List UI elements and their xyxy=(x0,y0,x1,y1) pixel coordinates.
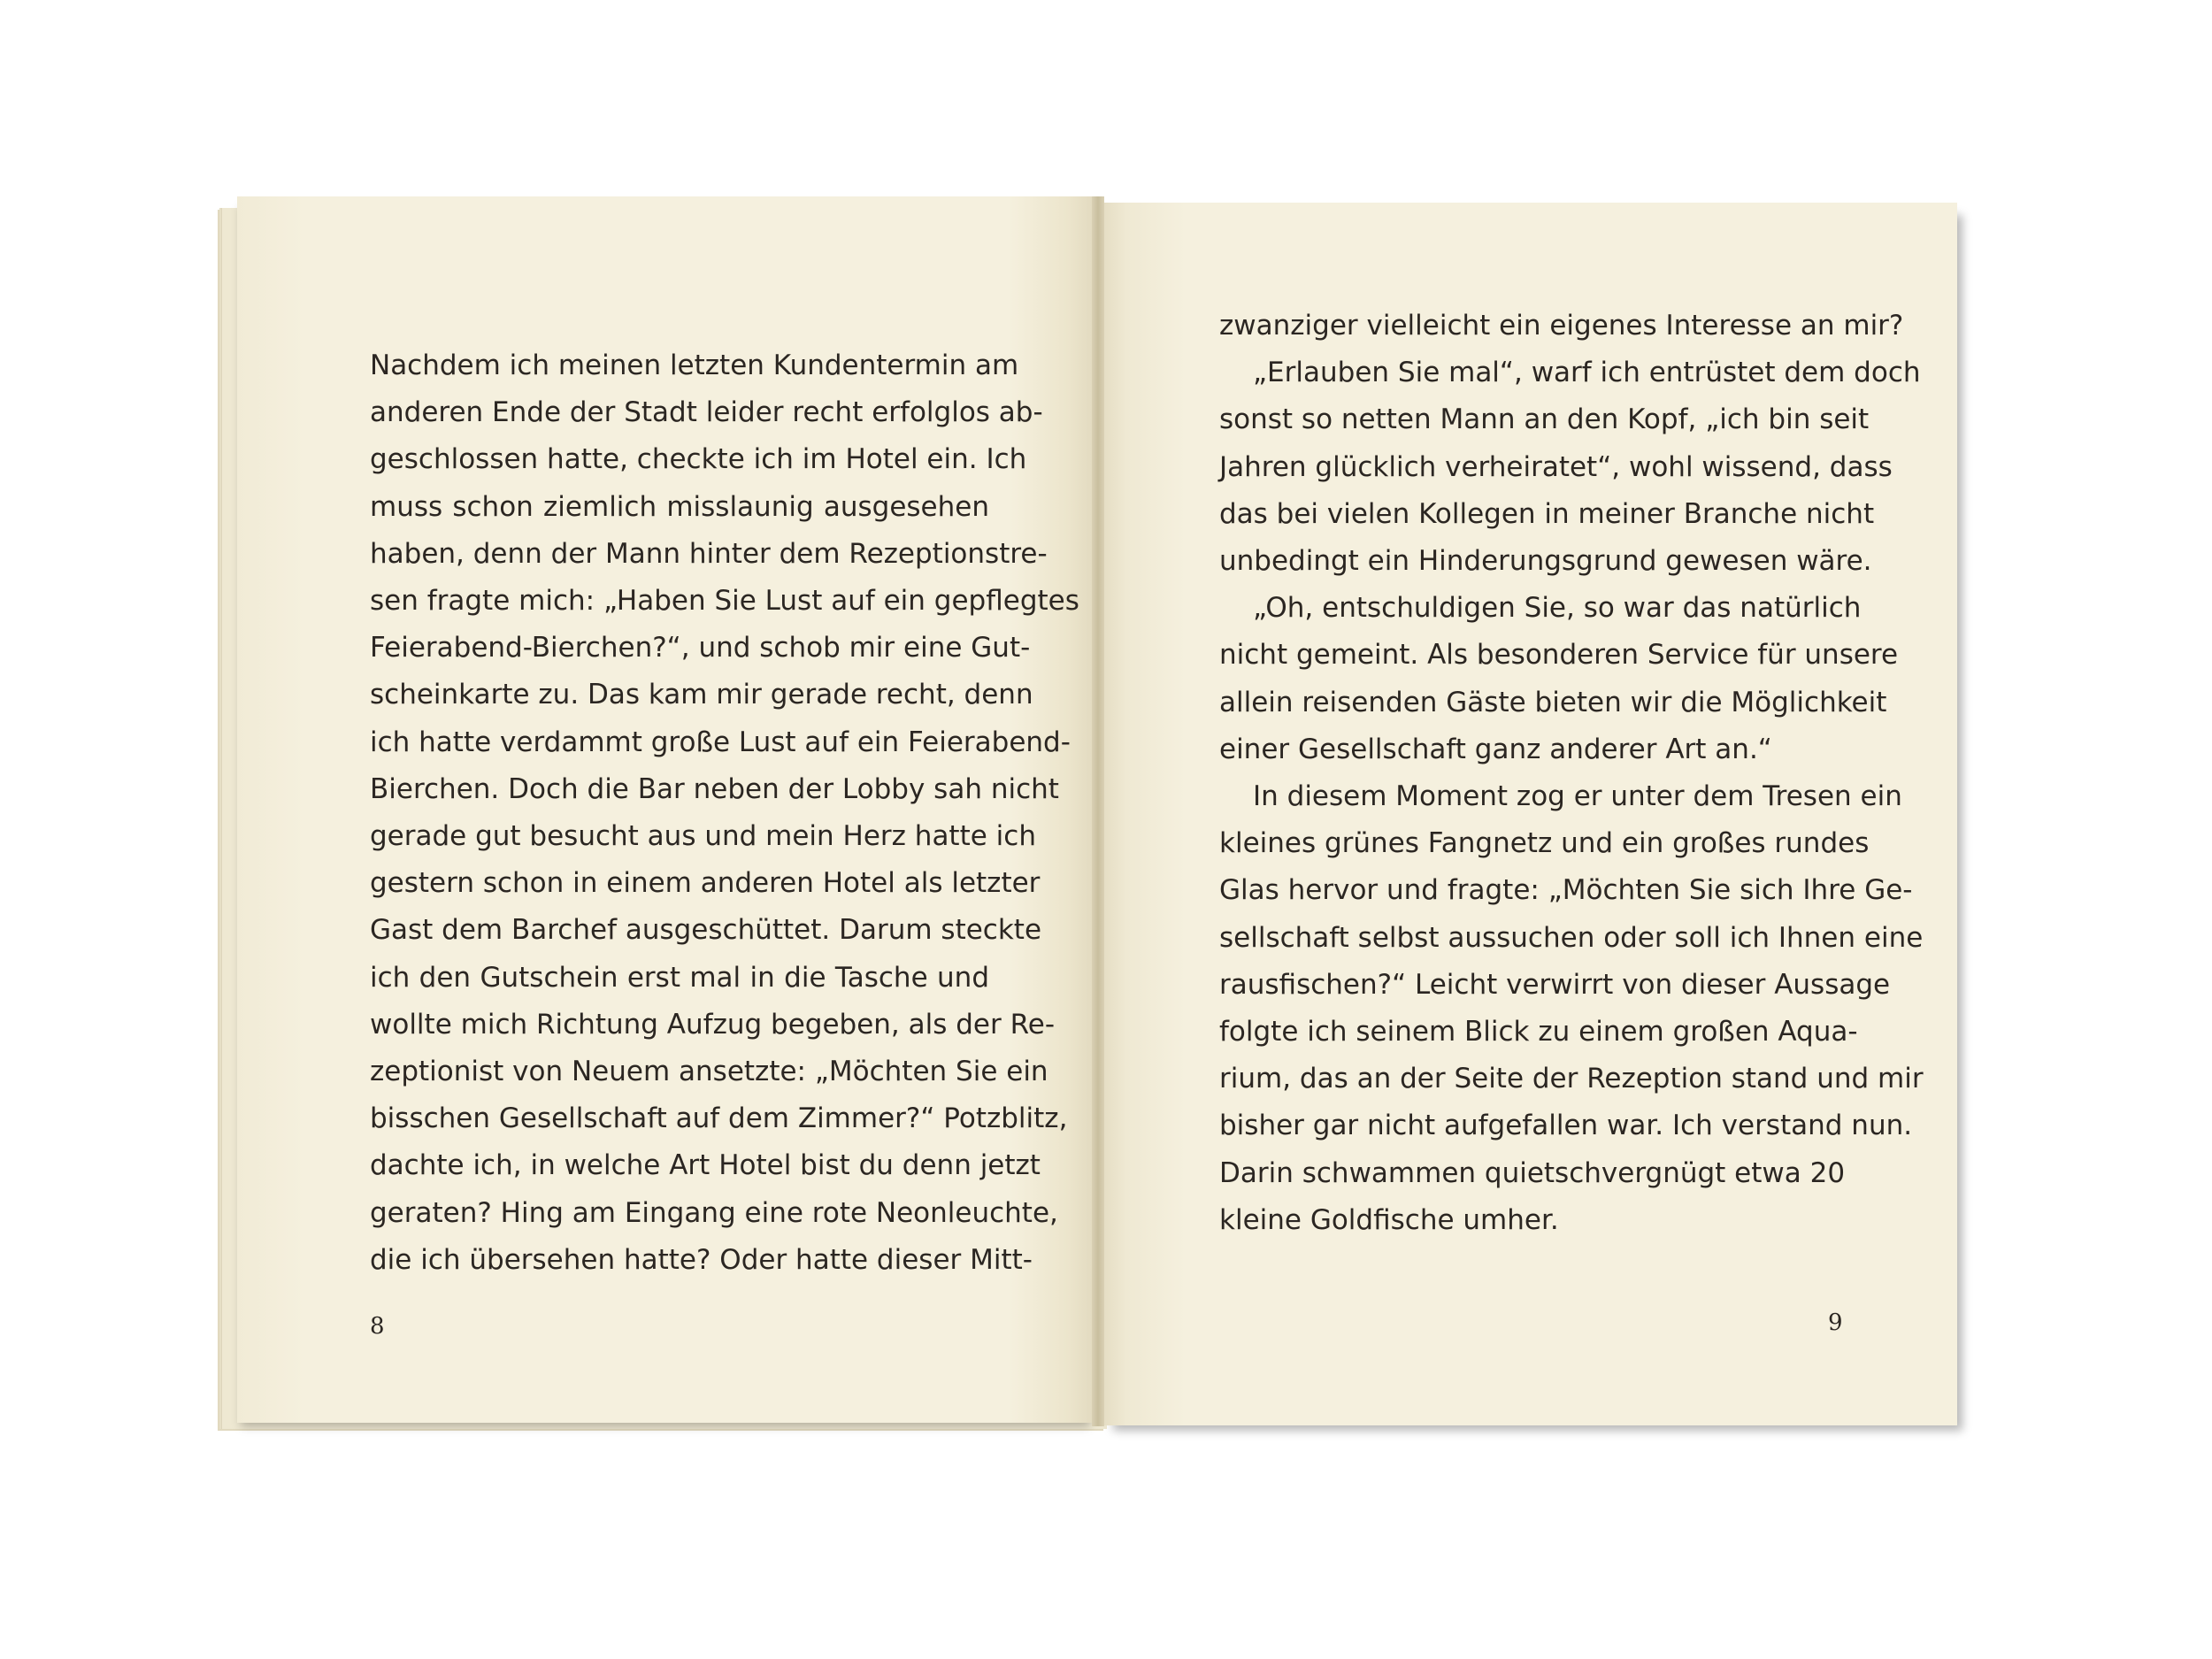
text-line: Gast dem Barchef ausgeschüttet. Darum steckte xyxy=(370,914,1042,947)
text-line: zwanziger vielleicht ein eigenes Interesse an mir? xyxy=(1219,310,1904,342)
text-line: scheinkarte zu. Das kam mir gerade recht, denn xyxy=(370,679,1033,711)
text-line: Feierabend-Bierchen?“, und schob mir eine Gut- xyxy=(370,632,1031,664)
text-line: geschlossen hatte, checkte ich im Hotel ein. Ich xyxy=(370,443,1027,476)
text-line: dachte ich, in welche Art Hotel bist du denn jetzt xyxy=(370,1149,1041,1182)
text-line: bisher gar nicht aufgefallen war. Ich verstand nun. xyxy=(1219,1110,1913,1142)
text-line: das bei vielen Kollegen in meiner Branche nicht xyxy=(1219,497,1875,530)
text-line: sonst so netten Mann an den Kopf, „ich bin seit xyxy=(1219,403,1870,436)
text-line: muss schon ziemlich misslaunig ausgesehen xyxy=(370,490,989,523)
text-line: In diesem Moment zog er unter dem Tresen ein xyxy=(1253,780,1902,813)
page-number-right: 9 xyxy=(1828,1310,1843,1336)
text-line: rausfischen?“ Leicht verwirrt von dieser Aussage xyxy=(1219,968,1891,1001)
text-line: folgte ich seinem Blick zu einem großen Aqua- xyxy=(1219,1016,1858,1048)
right-page-text xyxy=(1219,303,1924,1244)
text-line: nicht gemeint. Als besonderen Service für unsere xyxy=(1219,639,1899,672)
text-line: geraten? Hing am Eingang eine rote Neonleuchte, xyxy=(370,1196,1058,1229)
text-line: die ich übersehen hatte? Oder hatte dieser Mitt- xyxy=(370,1243,1033,1276)
text-line: sellschaft selbst aussuchen oder soll ich Ihnen eine xyxy=(1219,921,1924,954)
text-line: kleine Goldfische umher. xyxy=(1219,1203,1559,1236)
book-gutter xyxy=(1092,196,1104,1426)
text-line: Bierchen. Doch die Bar neben der Lobby sah nicht xyxy=(370,772,1059,805)
text-line: zeptionist von Neuem ansetzte: „Möchten Sie ein xyxy=(370,1056,1048,1088)
text-line: einer Gesellschaft ganz anderer Art an.“ xyxy=(1219,733,1772,765)
text-line: kleines grünes Fangnetz und ein großes rundes xyxy=(1219,827,1870,860)
text-line: rium, das an der Seite der Rezeption stand und mir xyxy=(1219,1063,1924,1095)
text-line: „Erlauben Sie mal“, warf ich entrüstet dem doch xyxy=(1253,357,1921,389)
text-line: wollte mich Richtung Aufzug begeben, als der Re- xyxy=(370,1008,1056,1041)
text-line: Glas hervor und fragte: „Möchten Sie sich Ihre Ge- xyxy=(1219,874,1913,907)
text-line: anderen Ende der Stadt leider recht erfolglos ab- xyxy=(370,396,1043,429)
text-line: gestern schon in einem anderen Hotel als letzter xyxy=(370,867,1041,900)
text-line: Jahren glücklich verheiratet“, wohl wissend, dass xyxy=(1219,450,1893,483)
left-page-text xyxy=(370,342,1079,1284)
text-line: Darin schwammen quietschvergnügt etwa 20 xyxy=(1219,1156,1846,1189)
text-line: allein reisenden Gäste bieten wir die Möglichkeit xyxy=(1219,686,1887,718)
text-line: gerade gut besucht aus und mein Herz hatte ich xyxy=(370,820,1036,853)
text-line: ich hatte verdammt große Lust auf ein Feierabend- xyxy=(370,726,1071,758)
text-line: ich den Gutschein erst mal in die Tasche und xyxy=(370,961,989,994)
text-line: bisschen Gesellschaft auf dem Zimmer?“ Potzblitz, xyxy=(370,1102,1068,1135)
text-line: Nachdem ich meinen letzten Kundentermin am xyxy=(370,349,1019,381)
text-line: „Oh, entschuldigen Sie, so war das natürlich xyxy=(1253,592,1862,625)
text-line: sen fragte mich: „Haben Sie Lust auf ein gepflegtes xyxy=(370,585,1079,618)
text-line: haben, denn der Mann hinter dem Rezeptionstre- xyxy=(370,537,1048,570)
page-number-left: 8 xyxy=(370,1313,385,1340)
text-line: unbedingt ein Hinderungsgrund gewesen wäre. xyxy=(1219,545,1872,578)
